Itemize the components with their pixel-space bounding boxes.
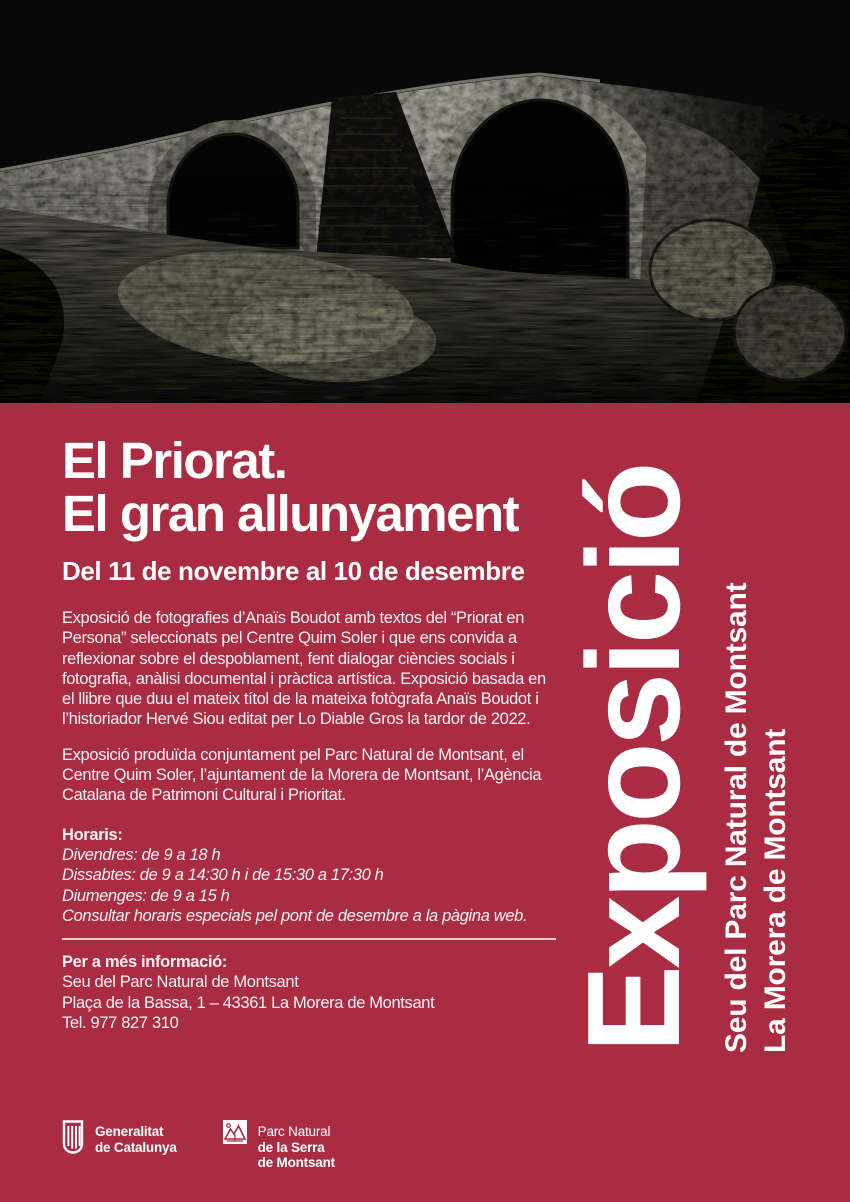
generalitat-line-2: de Catalunya xyxy=(95,1139,177,1155)
vertical-venue-text: Seu del Parc Natural de Montsant xyxy=(720,582,753,1053)
divider-rule xyxy=(62,938,556,940)
schedule-heading: Horaris: xyxy=(62,825,123,844)
title-line-2: El gran allunyament xyxy=(62,485,519,542)
schedule-lines xyxy=(62,845,574,926)
parc-line-2: de la Serra xyxy=(257,1139,325,1155)
text-line: Persona” seleccionats pel Centre Quim Soler i que ens convida a xyxy=(62,629,517,648)
text-line: Diumenges: de 9 a 15 h xyxy=(62,886,230,905)
text-line: Catalana de Patrimoni Cultural i Prioritat. xyxy=(62,786,346,805)
text-line: el llibre que duu el mateix títol de la mateixa fotògrafa Anaïs Boudot i xyxy=(62,690,539,709)
generalitat-emblem-icon xyxy=(62,1120,84,1154)
parc-natural-logo xyxy=(223,1120,335,1171)
date-range: Del 11 de novembre al 10 de desembre xyxy=(62,556,525,586)
parc-line-1: Parc Natural xyxy=(257,1124,331,1139)
title-line-1: El Priorat. xyxy=(62,432,287,489)
text-line: l’historiador Hervé Siou editat per Lo Diable Gros la tardor de 2022. xyxy=(62,710,531,729)
bridge-photo xyxy=(0,0,850,403)
text-line: Centre Quim Soler, l’ajuntament de la Morera de Montsant, l’Agència xyxy=(62,766,542,785)
parc-line-3: de Montsant xyxy=(257,1155,335,1170)
text-line: reflexionar sobre el despoblament, fent dialogar ciències socials i xyxy=(62,649,515,668)
parc-natural-wordmark xyxy=(258,1120,335,1171)
contact-heading: Per a més informació: xyxy=(62,953,228,972)
vertical-town-text: La Morera de Montsant xyxy=(759,728,792,1053)
generalitat-wordmark xyxy=(95,1120,177,1155)
contact-section xyxy=(62,952,574,1033)
page-title xyxy=(62,434,574,540)
text-line: Exposició de fotografies d’Anaïs Boudot amb textos del “Priorat en xyxy=(62,609,525,627)
poster-content xyxy=(62,403,574,1033)
text-line: Divendres: de 9 a 18 h xyxy=(62,845,221,864)
text-line: Consultar horaris especials pel pont de desembre a la pàgina web. xyxy=(62,906,528,925)
text-line: Exposició produïda conjuntament pel Parc Natural de Montsant, el xyxy=(62,745,524,764)
intro-paragraph xyxy=(62,608,574,730)
text-line: fotografia, anàlisi documental i pràctica artística. Exposició basada en xyxy=(62,669,546,688)
footer-logos xyxy=(62,1120,335,1171)
vertical-exposicio-text: Exposició xyxy=(560,465,707,1053)
contact-lines xyxy=(62,972,574,1033)
schedule-section xyxy=(62,825,574,926)
parc-natural-emblem-icon xyxy=(223,1120,247,1144)
text-line: Tel. 977 827 310 xyxy=(62,1014,179,1033)
text-line: Plaça de la Bassa, 1 – 43361 La Morera de Montsant xyxy=(62,993,435,1012)
generalitat-logo xyxy=(62,1120,177,1155)
text-line: Dissabtes: de 9 a 14:30 h i de 15:30 a 17:30 h xyxy=(62,866,384,885)
generalitat-line-1: Generalitat xyxy=(95,1124,164,1139)
text-line: Seu del Parc Natural de Montsant xyxy=(62,973,299,992)
production-paragraph xyxy=(62,745,574,806)
